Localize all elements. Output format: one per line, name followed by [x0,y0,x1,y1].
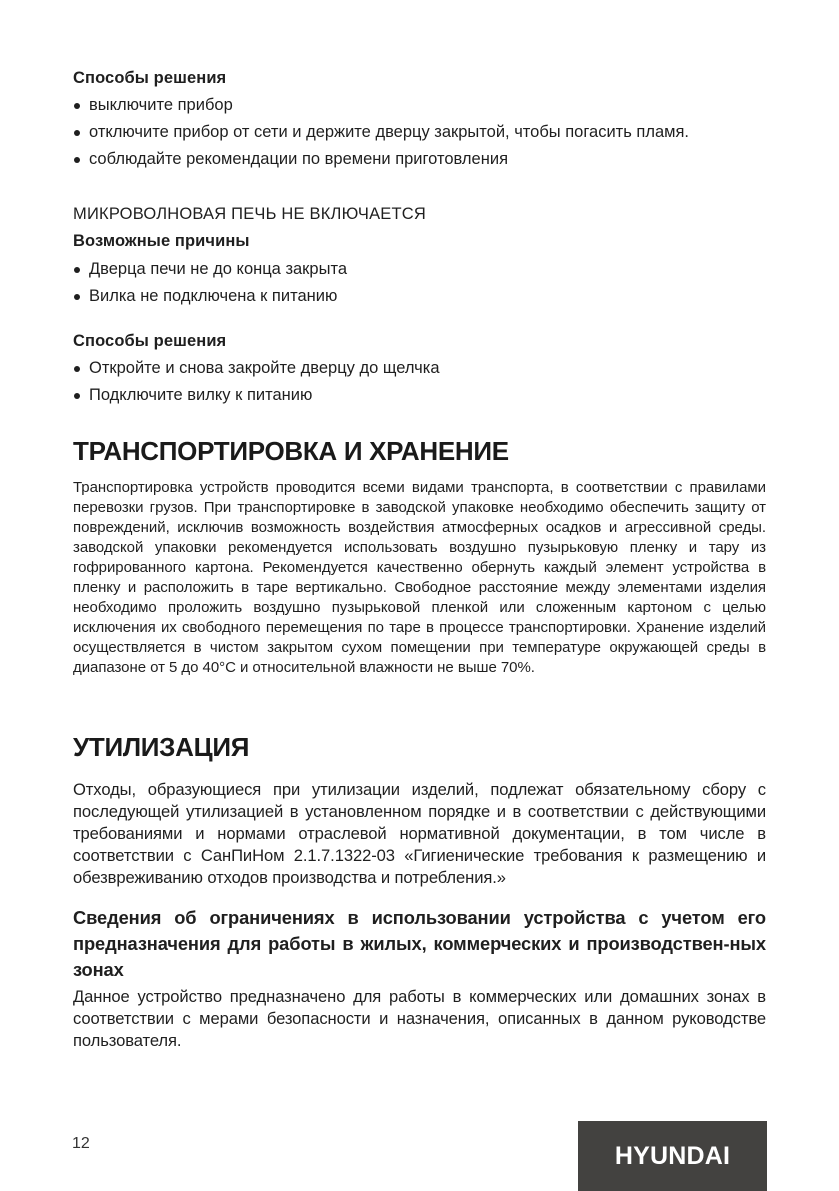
list-item: Дверца печи не до конца закрыта [73,256,766,283]
list-item: Подключите вилку к питанию [73,382,766,409]
disposal-paragraph: Отходы, образующиеся при утилизации изделий, подлежат обязательному сбору с последующей утилизацией в установленном порядке и в соответствии с действующими требованиями и нормами отраслевой нормативной документации, в том числе в соответствии с СанПиНом 2.1.7.1322-03 «Гигиенические требования к размещению и обезвреживанию отходов производства и потребления.» [73,780,766,887]
bullet-icon [74,393,80,399]
fire-solutions-list [73,92,766,173]
transport-paragraph: Транспортировка устройств проводится всеми видами транспорта, в соответствии с правилами перевозки грузов. При транспортировке в заводской упаковке необходимо обеспечить защиту от повреждений, исключив возможность воздействия атмосферных осадков и агрессивной среды. заводской упаковки рекомендуется использовать воздушно пузырьковую пленку и тару из гофрированного картона. Рекомендуется качественно обернуть каждый элемент устройства в пленку и расположить в таре вертикально. Свободное расстояние между элементами изделия необходимо проложить воздушно пузырьковой пленкой или сложенным картоном с целью исключения их свободного перемещения по таре в процессе транспортировки. Хранение изделий осуществляется в чистом закрытом сухом помещении при температуре окружающей среды в диапазоне от 5 до 40°C и относительной влажности не выше 70%. [73,479,766,676]
list-item: отключите прибор от сети и держите дверцу закрытой, чтобы погасить пламя. [73,119,766,146]
bullet-icon [74,366,80,372]
transport-section-title: ТРАНСПОРТИРОВКА И ХРАНЕНИЕ [73,436,509,466]
brand-logo [578,1121,767,1191]
brand-logo-text: HYUNDAI [614,1141,731,1170]
disposal-section-title: УТИЛИЗАЦИЯ [73,732,250,762]
bullet-icon [74,103,80,109]
restrictions-paragraph: Данное устройство предназначено для работы в коммерческих или домашних зонах в соответствии с мерами безопасности и назначения, описанных в данном руководстве пользователя. [73,987,766,1050]
list-item: соблюдайте рекомендации по времени приготовления [73,146,766,173]
list-item: Откройте и снова закройте дверцу до щелчка [73,355,766,382]
list-item: выключите прибор [73,92,766,119]
bullet-icon [74,267,80,273]
causes-list [73,256,766,310]
page-number: 12 [72,1135,90,1152]
problem-title: МИКРОВОЛНОВАЯ ПЕЧЬ НЕ ВКЛЮЧАЕТСЯ [73,205,427,223]
restrictions-heading: Сведения об ограничениях в использовании устройства с учетом его предназначения для работы в жилых, коммерческих и производствен-ных зонах [73,907,766,980]
bullet-icon [74,294,80,300]
solutions-heading: Способы решения [73,332,227,350]
fire-solutions-heading: Способы решения [73,69,227,87]
solutions-list [73,355,766,409]
bullet-icon [74,157,80,163]
bullet-icon [74,130,80,136]
causes-heading: Возможные причины [73,232,250,250]
list-item: Вилка не подключена к питанию [73,283,766,310]
